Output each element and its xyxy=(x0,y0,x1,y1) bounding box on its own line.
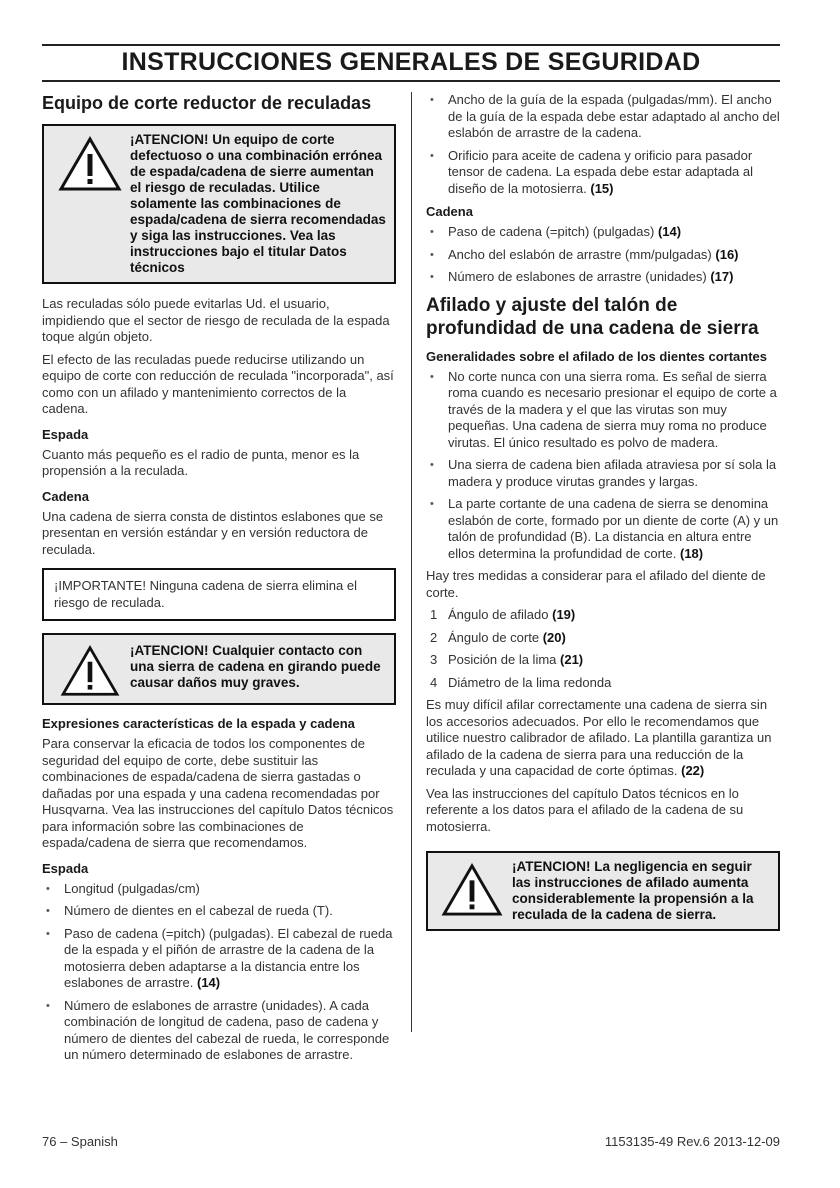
list-item: • Número de dientes en el cabezal de rueda (T). xyxy=(42,903,396,920)
list-item: 1 Ángulo de afilado (19) xyxy=(430,607,576,622)
figure-ref: (16) xyxy=(715,246,739,262)
generalidades-bullet-list xyxy=(426,369,780,563)
page-title: INSTRUCCIONES GENERALES DE SEGURIDAD xyxy=(121,48,701,76)
header-rule-top xyxy=(42,44,780,46)
list-item: • Número de eslabones de arrastre (unidades). A cada combinación de longitud de cadena, paso de cadena y número de dientes del cabezal de rueda, le corresponde un número determinado de eslabones de arrastre. xyxy=(42,998,396,1064)
paragraph-dificil: Es muy difícil afilar correctamente una cadena de sierra sin los accesorios adecuados. Por ello le recomendamos que utilice nuestro calibrador de afilado. La plantilla garantiza un afilado de la cadena de sierra para una reducción de la reculada y una capacidad de corte óptimas. (22) xyxy=(426,697,772,778)
subheading-espada: Espada xyxy=(42,426,89,442)
cadena-bullet-list xyxy=(426,224,780,286)
figure-ref: (19) xyxy=(552,607,576,622)
warning-triangle-icon xyxy=(58,645,122,697)
paragraph-tres-medidas: Hay tres medidas a considerar para el afilado del diente de corte. xyxy=(426,568,766,600)
figure-ref: (14) xyxy=(657,224,682,239)
warning-triangle-icon xyxy=(440,863,504,917)
subheading-expresiones: Expresiones características de la espada y cadena xyxy=(42,716,355,731)
figure-ref: (20) xyxy=(542,629,566,645)
figure-ref: (17) xyxy=(710,269,734,284)
list-item: • Paso de cadena (=pitch) (pulgadas). El cabezal de rueda de la espada y el piñón de arrastre de la cadena de la motosierra deben adaptarse a la distancia entre los eslabones de arrastre. (14) xyxy=(42,926,396,992)
left-column xyxy=(42,92,396,1070)
footer-doc-id: 1153135-49 Rev.6 2013-12-09 xyxy=(604,1134,780,1149)
figure-ref: (21) xyxy=(560,652,584,667)
paragraph-expresiones: Para conservar la eficacia de todos los componentes de seguridad del equipo de corte, debe sustituir las combinaciones de espada/cadena de sierra gastadas o dañadas por una espada y una cadena recomendadas por Husqvarna. Vea las instrucciones del capítulo Datos técnicos para información sobre las combinaciones de espada/cadena de sierra que recomendamos. xyxy=(42,736,394,850)
warning-box-equipo xyxy=(42,124,396,284)
footer-page-number: 76 – Spanish xyxy=(42,1134,118,1149)
column-divider xyxy=(411,92,412,1032)
subheading-espada-2: Espada xyxy=(42,860,89,876)
list-item: 4 Diámetro de la lima redonda xyxy=(430,674,612,690)
list-item: • La parte cortante de una cadena de sierra se denomina eslabón de corte, formado por un diente de corte (A) y un talón de profundidad (B). La distancia en altura entre ellos determina la profundidad de corte. (18) xyxy=(426,496,780,562)
list-item: 3 Posición de la lima (21) xyxy=(430,652,584,667)
list-item: • Paso de cadena (=pitch) (pulgadas) (14) xyxy=(426,224,780,241)
paragraph-efecto: El efecto de las reculadas puede reducirse utilizando un equipo de corte con reducción de reculada "incorporada", así como con un afilado y mantenimiento correctos de la cadena. xyxy=(42,351,394,416)
list-item: • Una sierra de cadena bien afilada atraviesa por sí sola la madera y produce virutas grandes y largas. xyxy=(426,457,780,490)
figure-ref: (15) xyxy=(590,180,614,196)
paragraph-vea: Vea las instrucciones del capítulo Datos técnicos en lo referente a los datos para el afilado de la cadena de su motosierra. xyxy=(426,785,744,834)
list-item: • Ancho de la guía de la espada (pulgadas/mm). El ancho de la guía de la espada debe estar adaptado al ancho del eslabón de arrastre de la cadena. xyxy=(426,92,780,142)
list-item: • No corte nunca con una sierra roma. Es señal de sierra roma cuando es necesario presionar el equipo de corte a través de la madera y el que las virutas son muy pequeñas. Una cadena de sierra muy roma no produce virutas. El único resultado es polvo de madera. xyxy=(426,369,780,452)
warning-box-afilado xyxy=(426,851,780,931)
figure-ref: (18) xyxy=(680,545,704,561)
important-box: ¡IMPORTANTE! Ninguna cadena de sierra elimina el riesgo de reculada. xyxy=(42,568,396,621)
warning-triangle-icon xyxy=(58,136,122,192)
warning-text-afilado: ¡ATENCION! La negligencia en seguir las instrucciones de afilado aumenta considerablemente la propensión a la reculada de la cadena de sierra. xyxy=(512,859,754,922)
warning-box-contacto xyxy=(42,633,396,705)
header-rule-bottom xyxy=(42,80,780,82)
list-item: • Orificio para aceite de cadena y orificio para pasador tensor de cadena. La espada debe estar adaptada al diseño de la motosierra. (15) xyxy=(426,148,780,198)
paragraph-espada: Cuanto más pequeño es el radio de punta, menor es la propensión a la reculada. xyxy=(42,446,360,478)
warning-text-contacto: ¡ATENCION! Cualquier contacto con una sierra de cadena en girando puede causar daños muy graves. xyxy=(130,643,381,690)
figure-ref: (22) xyxy=(681,763,705,778)
list-item: • Ancho del eslabón de arrastre (mm/pulgadas) (16) xyxy=(426,247,780,264)
subheading-cadena: Cadena xyxy=(42,488,89,504)
espada-bullet-list xyxy=(42,881,396,1064)
list-item: 2 Ángulo de corte (20) xyxy=(430,629,566,645)
warning-text-equipo: ¡ATENCION! Un equipo de corte defectuoso o una combinación errónea de espada/cadena de sierre aumentan el riesgo de reculadas. Utilice solamente las combinaciones de espada/cadena de sierra recomendadas y siga las instrucciones. Vea las instrucciones bajo el titular Datos técnicos xyxy=(130,132,386,275)
subheading-generalidades: Generalidades sobre el afilado de los dientes cortantes xyxy=(426,348,768,364)
section-heading-afilado: Afilado y ajuste del talón de profundidad de una cadena de sierra xyxy=(426,294,759,339)
list-item: • Longitud (pulgadas/cm) xyxy=(42,881,396,898)
medidas-numbered-list xyxy=(426,607,780,691)
section-heading-reduccion: Equipo de corte reductor de reculadas xyxy=(42,93,372,113)
right-column xyxy=(426,92,780,931)
subheading-cadena-2: Cadena xyxy=(426,204,473,219)
espada-bullet-list-cont xyxy=(426,92,780,197)
list-item: • Número de eslabones de arrastre (unidades) (17) xyxy=(426,269,780,286)
paragraph-cadena: Una cadena de sierra consta de distintos eslabones que se presentan en versión estándar y en versión reductora de reculada. xyxy=(42,508,384,557)
paragraph-reculadas: Las reculadas sólo puede evitarlas Ud. el usuario, impidiendo que el sector de riesgo de reculada de la espada toque algún objeto. xyxy=(42,296,390,344)
figure-ref: (14) xyxy=(196,975,221,990)
